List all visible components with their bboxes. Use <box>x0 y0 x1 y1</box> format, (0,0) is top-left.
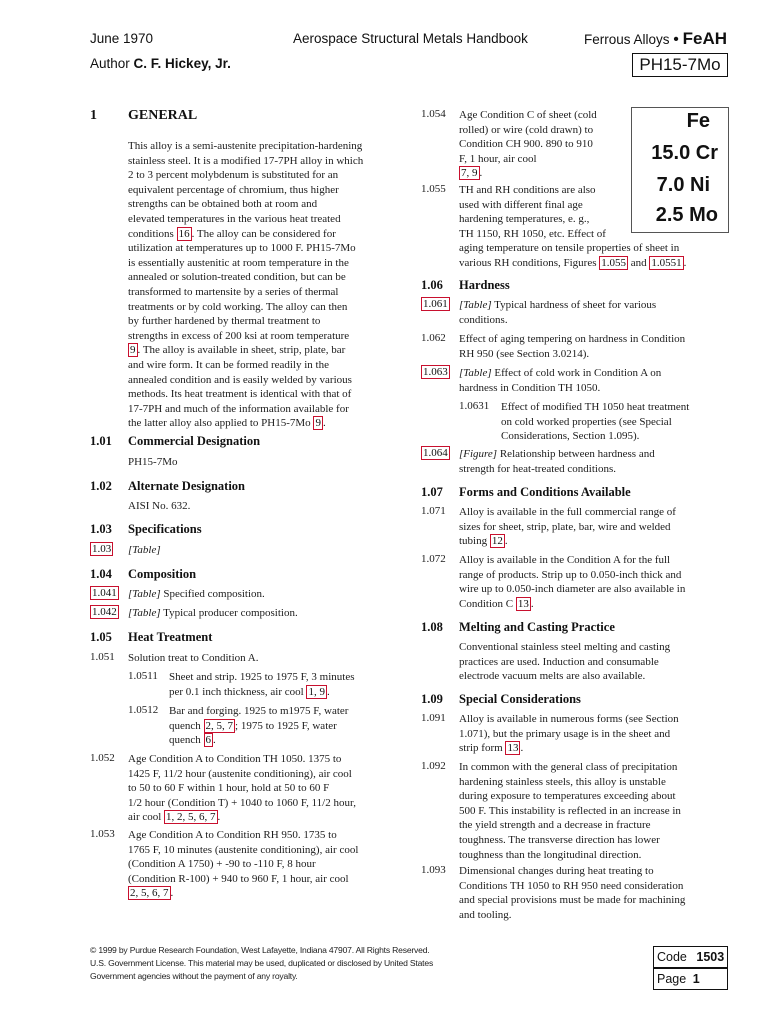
alloy-name: PH15-7Mo <box>639 55 721 74</box>
author-label: Author <box>90 56 130 71</box>
special-1093: Dimensional changes during heat treating to Conditions TH 1050 to RH 950 need consideration and special provisions must be made for machining and tooling. <box>459 865 686 921</box>
ref-link[interactable]: 13 <box>517 597 529 610</box>
ref-link[interactable]: 13 <box>507 742 519 755</box>
hardness-1063: [Table] Effect of cold work in Condition A on hardness in Condition TH 1050. <box>459 367 662 394</box>
comp-fe: Fe <box>686 110 710 132</box>
header-category <box>584 29 727 49</box>
ref-link[interactable]: 1.055 <box>601 256 626 269</box>
ref-link[interactable]: 1.064 <box>423 447 448 459</box>
section-1-number: 1 <box>90 108 97 123</box>
category-label: Ferrous Alloys <box>584 32 670 47</box>
forms-1072: Alloy is available in the Condition A for the full range of products. Strip up to 0.050-inch thick and wire up to 0.050-inch diameter are also available in Condition C 13 . <box>459 554 686 610</box>
ref-link[interactable]: 16 <box>178 227 190 240</box>
heat-treat-1053: Age Condition A to Condition RH 950. 1735 to 1765 F, 10 minutes (austenite conditioning), air cool (Condition A 1750) + -90 to -110 F, 8 hour (Condition R-100) + 940 to 960 F, 1 hour, air cool 2, 5, 6, 7 . <box>128 829 359 900</box>
section-1-09-number: 1.09 <box>421 692 443 706</box>
page-number: 1 <box>692 972 700 986</box>
age-condition-1054: Age Condition C of sheet (cold rolled) or wire (cold drawn) to Condition CH 900. 890 to 910 F, 1 hour, air cool 7, 9 . <box>459 109 597 180</box>
alternate-designation: AISI No. 632. <box>128 500 191 512</box>
code-label: Code <box>657 950 687 964</box>
ref-link[interactable]: 2, 5, 7 <box>205 719 234 732</box>
commercial-designation: PH15-7Mo <box>128 456 178 468</box>
header-date: June 1970 <box>90 31 154 46</box>
author-line <box>90 56 231 71</box>
ref-link[interactable]: 1, 9 <box>308 685 325 698</box>
ref-link[interactable]: 1.03 <box>92 543 112 555</box>
section-1-08-number: 1.08 <box>421 620 443 634</box>
ref-link[interactable]: 9 <box>315 417 321 430</box>
table-tag: [Table] <box>128 544 161 556</box>
ref-link[interactable]: 2, 5, 6, 7 <box>130 887 169 900</box>
comp-ni: 7.0 Ni <box>656 174 710 196</box>
section-1-05-number: 1.05 <box>90 630 112 644</box>
section-1-02-number: 1.02 <box>90 479 112 493</box>
section-1-07-number: 1.07 <box>421 485 443 499</box>
hardness-1062: Effect of aging tempering on hardness in Condition RH 950 (see Section 3.0214). <box>459 333 686 360</box>
section-1-01-number: 1.01 <box>90 434 112 448</box>
section-1-09-title: Special Considerations <box>459 692 581 706</box>
code-value: 1503 <box>696 950 725 964</box>
composition-item: [Table] Typical producer composition. <box>128 607 298 619</box>
ref-link[interactable]: 12 <box>491 535 503 548</box>
section-1-01-title: Commercial Designation <box>128 434 261 448</box>
ref-link[interactable]: 1.042 <box>92 606 117 618</box>
special-1092: In common with the general class of precipitation hardening stainless steels, this alloy is unstable during exposure to temperatures exceeding about 500 F. This instability is reflected in an increase in the yield strength and a decrease in fracture toughness. The transverse direction has lower toughness than the longitudinal direction. <box>459 761 681 861</box>
comp-mo: 2.5 Mo <box>655 204 718 226</box>
composition-item: [Table] Specified composition. <box>128 588 265 600</box>
special-1091: Alloy is available in numerous forms (see Section 1.071), but the primary usage is in the sheet and strip form 13 . <box>459 713 679 755</box>
ref-link[interactable]: 7, 9 <box>461 167 478 180</box>
age-condition-1055: TH and RH conditions are also used with different final age hardening temperatures, e. g., TH 1150, RH 1050, etc. Effect of aging temperature on tensile properties of sheet in various RH conditions, Figures 1.055 and 1.0551 . <box>459 184 687 269</box>
comp-cr: 15.0 Cr <box>651 142 718 164</box>
section-1-07-title: Forms and Conditions Available <box>459 485 631 499</box>
hardness-1061: [Table] Typical hardness of sheet for various conditions. <box>459 299 657 326</box>
section-1-08-title: Melting and Casting Practice <box>459 620 615 634</box>
heat-treat-1052: Age Condition A to Condition TH 1050. 1375 to 1425 F, 11/2 hour (austenite conditioning), air cool to 50 to 60 F within 1 hour, hold at 50 to 60 F 1/2 hour (Condition T) + 1040 to 1060 F, 11/2 hour, air cool 1, 2, 5, 6, 7 . <box>128 753 356 824</box>
section-1-04-title: Composition <box>128 567 197 581</box>
section-1-paragraph: This alloy is a semi-austenite precipitation-hardening stainless steel. It is a modified 17-7PH alloy in which 2 to 3 percent molybdenum is substituted for an equivalent percentage of chromium, thus higher strengths can be obtained both at room and elevated temperatures in the various heat treated conditions 16 . The alloy can be considered for utilization at temperatures up to 1000 F. PH15-7Mo is essentially austenitic at room temperature in the annealed or solution-treated condition, but can be transformed to martensite by a series of thermal treatments or by cold working. The alloy can then by further hardened by thermal treatment to strengths in excess of 200 ksi at room temperature 9 . The alloy is available in sheet, strip, plate, bar and wire form. It can be formed readily in the annealed condition and is easily welded by various methods. Its heat treatment is identical with that of 17-7PH and much of the information available for the latter alloy also applied to PH15-7Mo 9 . <box>128 140 364 430</box>
category-bullet: • <box>673 31 679 48</box>
heat-treat-10511: Sheet and strip. 1925 to 1975 F, 3 minutes per 0.1 inch thickness, air cool 1, 9 . <box>169 671 355 698</box>
ref-link[interactable]: 1.0551 <box>651 256 682 269</box>
ref-link[interactable]: 1.063 <box>423 366 448 378</box>
section-1-05-title: Heat Treatment <box>128 630 213 644</box>
copyright-notice: © 1999 by Purdue Research Foundation, West Lafayette, Indiana 47907. All Rights Reserved. U.S. Government License. This material may be used, duplicated or disclosed by United States Government agencies without the payment of any royalty. <box>90 945 434 981</box>
handbook-title: Aerospace Structural Metals Handbook <box>293 31 528 46</box>
hardness-1064: [Figure] Relationship between hardness and strength for heat-treated conditions. <box>459 448 655 475</box>
alloy-name-box <box>632 53 728 77</box>
code-box <box>653 946 728 968</box>
ref-link[interactable]: 6 <box>205 734 212 747</box>
page-label: Page <box>657 972 687 986</box>
section-1-02-title: Alternate Designation <box>128 479 245 493</box>
section-1-06-title: Hardness <box>459 278 510 292</box>
heat-treat-1051: Solution treat to Condition A. <box>128 652 259 664</box>
section-1-06-number: 1.06 <box>421 278 443 292</box>
hardness-10631: Effect of modified TH 1050 heat treatment on cold worked properties (see Special Considerations, Section 1.095). <box>501 401 690 443</box>
section-1-03-title: Specifications <box>128 522 202 536</box>
ref-link[interactable]: 1.061 <box>423 298 448 310</box>
page-box <box>653 968 728 990</box>
forms-1071: Alloy is available in the full commercial range of sizes for sheet, strip, plate, bar, wire and welded tubing 12 . <box>459 506 676 548</box>
category-code: FeAH <box>682 29 728 48</box>
ref-link[interactable]: 1, 2, 5, 6, 7 <box>166 811 216 824</box>
section-1-title: GENERAL <box>128 108 198 123</box>
section-1-03-number: 1.03 <box>90 522 112 536</box>
author-name: C. F. Hickey, Jr. <box>133 56 231 71</box>
section-1-04-number: 1.04 <box>90 567 112 581</box>
melting-practice: Conventional stainless steel melting and casting practices are used. Induction and consumable electrode vacuum melts are also available. <box>459 641 671 683</box>
ref-link[interactable]: 1.041 <box>92 587 117 599</box>
heat-treat-10512: Bar and forging. 1925 to m1975 F, water quench 2, 5, 7 ; 1975 to 1925 F, water quench 6 . <box>169 705 349 747</box>
ref-link[interactable]: 9 <box>130 344 136 357</box>
